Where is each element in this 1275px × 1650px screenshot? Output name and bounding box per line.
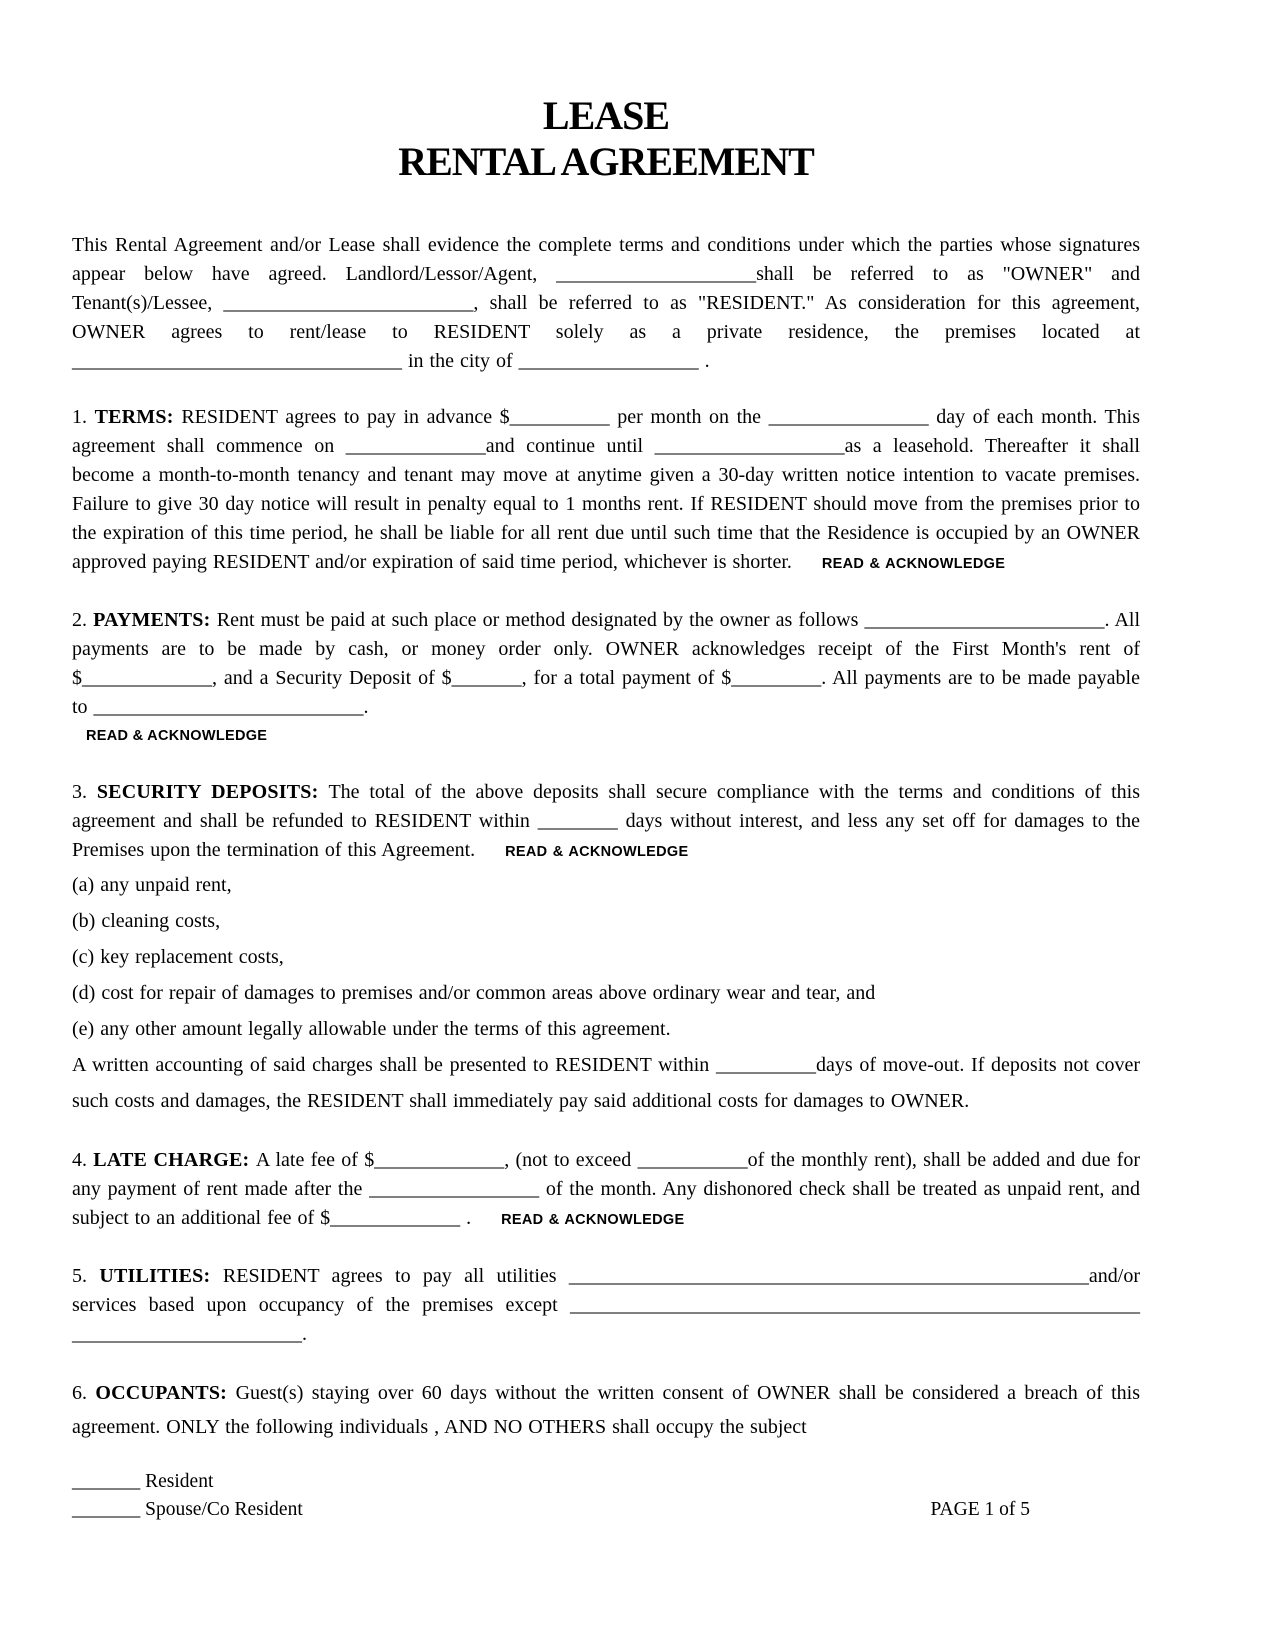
signature-lines [72,1468,303,1524]
section-terms [72,403,1140,579]
section-number: 4. [72,1149,94,1171]
read-acknowledge-label: READ & ACKNOWLEDGE [501,1212,685,1228]
section-paragraph [72,403,1140,579]
section-number: 5. [72,1265,100,1287]
section-title: UTILITIES: [99,1265,223,1287]
page-footer [72,1468,1140,1524]
deposit-deduction-item: (a) any unpaid rent, [72,874,232,896]
deposit-deduction-item: (c) key replacement costs, [72,946,284,968]
resident-signature-line: _______ Resident [72,1471,214,1492]
section-number: 3. [72,781,97,803]
section-text: RESIDENT agrees to pay all utilities ____________________________________________________and/or services based upon occupancy of the premises except _________________________________________________________ _______________________. [72,1265,1141,1345]
read-acknowledge-label: READ & ACKNOWLEDGE [86,728,268,744]
sections [72,403,1140,1444]
section-text: RESIDENT agrees to pay in advance $__________ per month on the ________________ day of each month. This agreement shall commence on ______________and continue until ___________________as a leasehold. Thereafter it shall become a month-to-month tenancy and tenant may move at anytime given a 30-day written notice intention to vacate premises. Failure to give 30 day notice will result in penalty equal to 1 months rent. If RESIDENT should move from the premises prior to the expiration of this time period, he shall be liable for all rent due until such time that the Residence is occupied by an OWNER approved paying RESIDENT and/or expiration of said time period, whichever is shorter. [72,406,1140,573]
section-text: A late fee of $_____________, (not to exceed ___________of the monthly rent), shall be added and due for any payment of rent made after the _________________ of the month. Any dishonored check shall be treated as unpaid rent, and subject to an additional fee of $_____________ . [72,1149,1140,1229]
section-paragraph [72,1376,1140,1444]
section-paragraph [72,778,1140,867]
deposit-deduction-item: (e) any other amount legally allowable under the terms of this agreement. [72,1018,671,1040]
section-title: OCCUPANTS: [95,1382,236,1404]
read-acknowledge-label: READ & ACKNOWLEDGE [821,556,1006,572]
spouse-co-resident-signature-line: _______ Spouse/Co Resident [72,1499,303,1520]
deposit-deduction-item: (d) cost for repair of damages to premises and/or common areas above ordinary wear and tear, and [72,982,876,1004]
section-number: 6. [72,1382,96,1404]
intro-paragraph: This Rental Agreement and/or Lease shall evidence the complete terms and conditions under which the parties whose signatures appear below have agreed. Landlord/Lessor/Agent, ____________________shall be referred to as "OWNER" and Tenant(s)/Lessee, _________________________, shall be referred to as "RESIDENT." As consideration for this agreement, OWNER agrees to rent/lease to RESIDENT solely as a private residence, the premises located at _________________________________ in the city of __________________ . [72,234,1140,372]
section-text: The total of the above deposits shall secure compliance with the terms and conditions of this agreement and shall be refunded to RESIDENT within ________ days without interest, and less any set off for damages to the Premises upon the termination of this Agreement. [72,781,1140,861]
section-paragraph [72,1146,1140,1235]
section-number: 1. [72,406,95,428]
section-title: SECURITY DEPOSITS: [96,781,329,803]
section-text: Rent must be paid at such place or method designated by the owner as follows ________________________. All payments are to be made by cash, or money order only. OWNER acknowledges receipt of the First Month's rent of $_____________, and a Security Deposit of $_______, for a total payment of $_________. All payments are to be made payable to ___________________________. [72,609,1141,718]
document-title [72,93,1140,185]
section-utilities [72,1262,1140,1349]
deposit-deduction-item: (b) cleaning costs, [72,910,221,932]
section-occupants [72,1376,1140,1444]
followup-paragraph: A written accounting of said charges shall be presented to RESIDENT within __________days of move-out. If deposits not cover such costs and damages, the RESIDENT shall immediately pay said additional costs for damages to OWNER. [72,1054,1140,1112]
section-text: Guest(s) staying over 60 days without the written consent of OWNER shall be considered a breach of this agreement. ONLY the following individuals , AND NO OTHERS shall occupy the subject [72,1382,1141,1438]
section-title: LATE CHARGE: [93,1149,256,1171]
page-number: PAGE 1 of 5 [930,1499,1030,1520]
section-title: PAYMENTS: [93,609,217,631]
section-late-charge [72,1146,1140,1235]
section-security-deposits [72,778,1140,1119]
section-paragraph [72,606,1140,722]
read-acknowledge-label: READ & ACKNOWLEDGE [505,844,689,860]
section-title: TERMS: [94,406,182,428]
title-line-lease: LEASE [542,93,670,138]
section-paragraph [72,1262,1140,1349]
section-payments [72,606,1140,751]
section-number: 2. [72,609,94,631]
title-line-rental-agreement: RENTAL AGREEMENT [398,139,814,184]
